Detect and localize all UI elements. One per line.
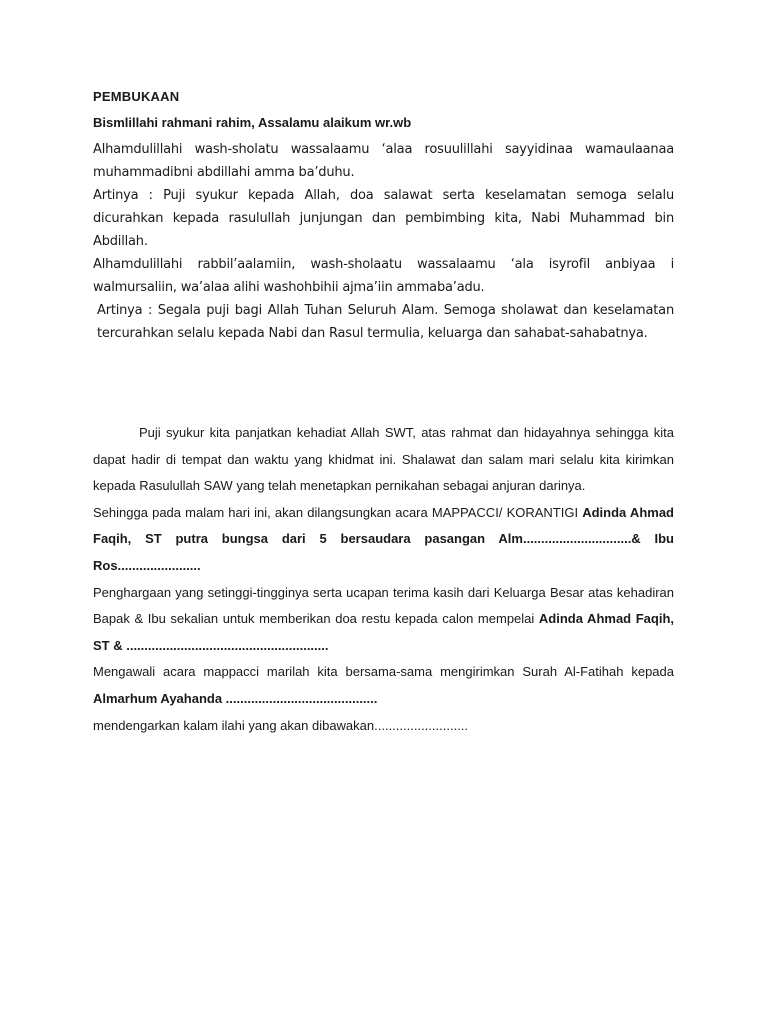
opening-prayer-1 (93, 138, 674, 253)
speech-body (93, 420, 674, 739)
document-heading: PEMBUKAAN (93, 89, 180, 104)
paragraph-appreciation (93, 580, 674, 660)
paragraph-event-text: Sehingga pada malam hari ini, akan dilangsungkan acara MAPPACCI/ KORANTIGI (93, 504, 583, 520)
paragraph-appreciation-text: Penghargaan yang setinggi-tingginya serta ucapan terima kasih dari Keluarga Besar atas kehadiran Bapak & Ibu sekalian untuk memberikan doa restu kepada calon mempelai (93, 584, 674, 627)
opening-prayer-1-meaning: Artinya : Puji syukur kepada Allah, doa salawat serta keselamatan semoga selalu dicurahkan kepada rasulullah junjungan dan pembimbing kita, Nabi Muhammad bin Abdillah. (93, 188, 674, 249)
opening-prayer-2-meaning: Artinya : Segala puji bagi Allah Tuhan Seluruh Alam. Semoga sholawat dan keselamatan tercurahkan selalu kepada Nabi dan Rasul termulia, keluarga dan sahabat-sahabatnya. (97, 303, 674, 341)
paragraph-event (93, 500, 674, 580)
paragraph-fatihah (93, 659, 674, 712)
basmalah-line: Bismlillahi rahmani rahim, Assalamu alaikum wr.wb (93, 115, 412, 130)
paragraph-fatihah-names: Almarhum Ayahanda .......................................... (93, 690, 378, 706)
paragraph-appreciation-names: Adinda Ahmad Faqih, ST & ........................................................ (93, 611, 674, 653)
opening-prayer-2-arabic: Alhamdulillahi rabbil’aalamiin, wash-sholaatu wassalaamu ‘ala isyrofil anbiyaa i walmursaliin, wa’alaa alihi washohbihii ajma’iin ammaba’adu. (93, 257, 674, 295)
paragraph-fatihah-text: Mengawali acara mappacci marilah kita bersama-sama mengirimkan Surah Al-Fatihah kepada (93, 664, 674, 680)
paragraph-recitation: mendengarkan kalam ilahi yang akan dibawakan.......................... (93, 717, 469, 733)
paragraph-gratitude: Puji syukur kita panjatkan kehadiat Allah SWT, atas rahmat dan hidayahnya sehingga kita dapat hadir di tempat dan waktu yang khidmat ini. Shalawat dan salam mari selalu kita kirimkan kepada Rasulullah SAW yang telah menetapkan pernikahan sebagai anjuran darinya. (93, 425, 674, 494)
opening-prayer-2 (93, 253, 674, 345)
paragraph-event-names: Adinda Ahmad Faqih, ST putra bungsa dari 5 bersaudara pasangan Alm..............................& Ibu Ros....................... (93, 504, 674, 573)
opening-prayer-1-arabic: Alhamdulillahi wash-sholatu wassalaamu ‘alaa rosuulillahi sayyidinaa wamaulaanaa muhammadibni abdillahi amma ba’duhu. (93, 142, 674, 180)
